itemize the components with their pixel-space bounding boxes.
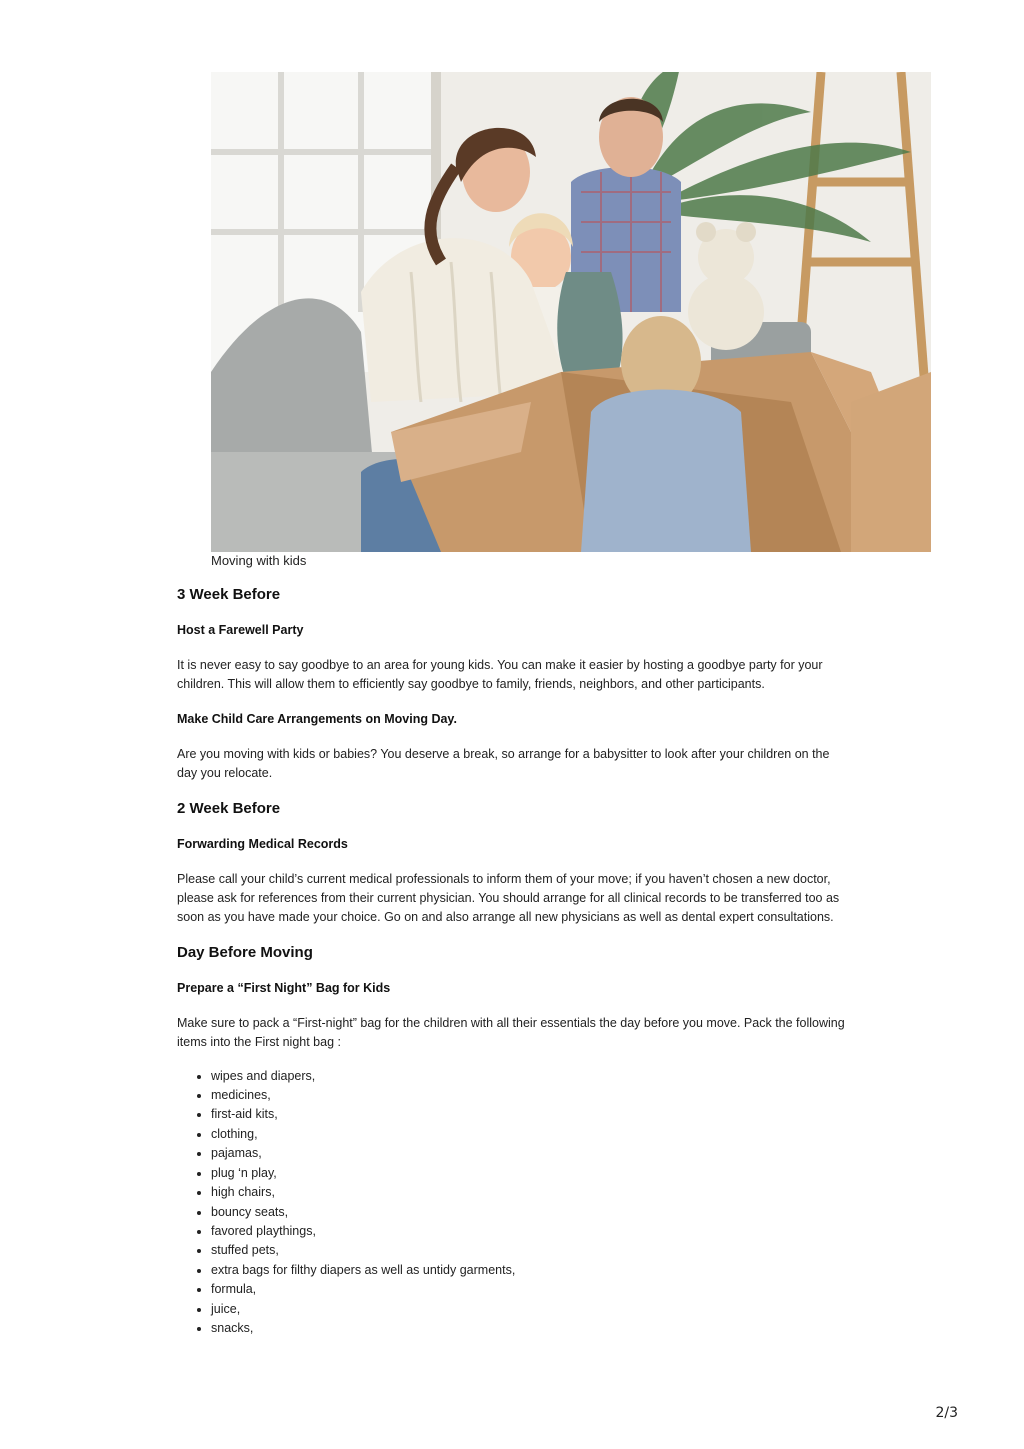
list-item: • stuffed pets, [211, 1241, 852, 1260]
family-moving-photo [211, 72, 931, 552]
paragraph: Please call your child’s current medical professionals to inform them of your move; if you haven’t chosen a new doctor, please ask for references from their current physician. You should arrange for all clinical records to be transferred too as soon as you have made your choice. Go on and also arrange all new physicians as well as dental expert consultations. [177, 871, 840, 925]
first-night-bag-list [177, 1067, 852, 1339]
list-item: • plug ‘n play, [211, 1164, 852, 1183]
figure-caption: Moving with kids [211, 553, 307, 568]
article-body [177, 585, 852, 1338]
list-item: • formula, [211, 1280, 852, 1299]
page-number: 2/3 [935, 1405, 958, 1421]
subheading: Forwarding Medical Records [177, 836, 348, 851]
paragraph: Are you moving with kids or babies? You deserve a break, so arrange for a babysitter to look after your children on the day you relocate. [177, 746, 830, 781]
section-heading: 2 Week Before [177, 799, 281, 817]
subheading: Prepare a “First Night” Bag for Kids [177, 980, 391, 995]
list-item: • snacks, [211, 1319, 852, 1338]
subheading: Host a Farewell Party [177, 623, 304, 637]
subheading: Make Child Care Arrangements on Moving Day. [177, 711, 457, 726]
paragraph: Make sure to pack a “First-night” bag for the children with all their essentials the day before you move. Pack the following items into the First night bag : [177, 1015, 845, 1050]
list-item: • high chairs, [211, 1183, 852, 1202]
list-item: • clothing, [211, 1125, 852, 1144]
list-item: • extra bags for filthy diapers as well as untidy garments, [211, 1261, 852, 1280]
list-item: • medicines, [211, 1086, 852, 1105]
list-item: • bouncy seats, [211, 1203, 852, 1222]
list-item: • favored playthings, [211, 1222, 852, 1241]
list-item: • pajamas, [211, 1144, 852, 1163]
list-item: • first-aid kits, [211, 1105, 852, 1124]
paragraph: It is never easy to say goodbye to an area for young kids. You can make it easier by hosting a goodbye party for your children. This will allow them to efficiently say goodbye to family, friends, neighbors, and other participants. [177, 658, 823, 692]
section-heading: Day Before Moving [177, 943, 313, 961]
list-item: • wipes and diapers, [211, 1067, 852, 1086]
section-heading: 3 Week Before [177, 586, 281, 603]
list-item: • juice, [211, 1300, 852, 1319]
